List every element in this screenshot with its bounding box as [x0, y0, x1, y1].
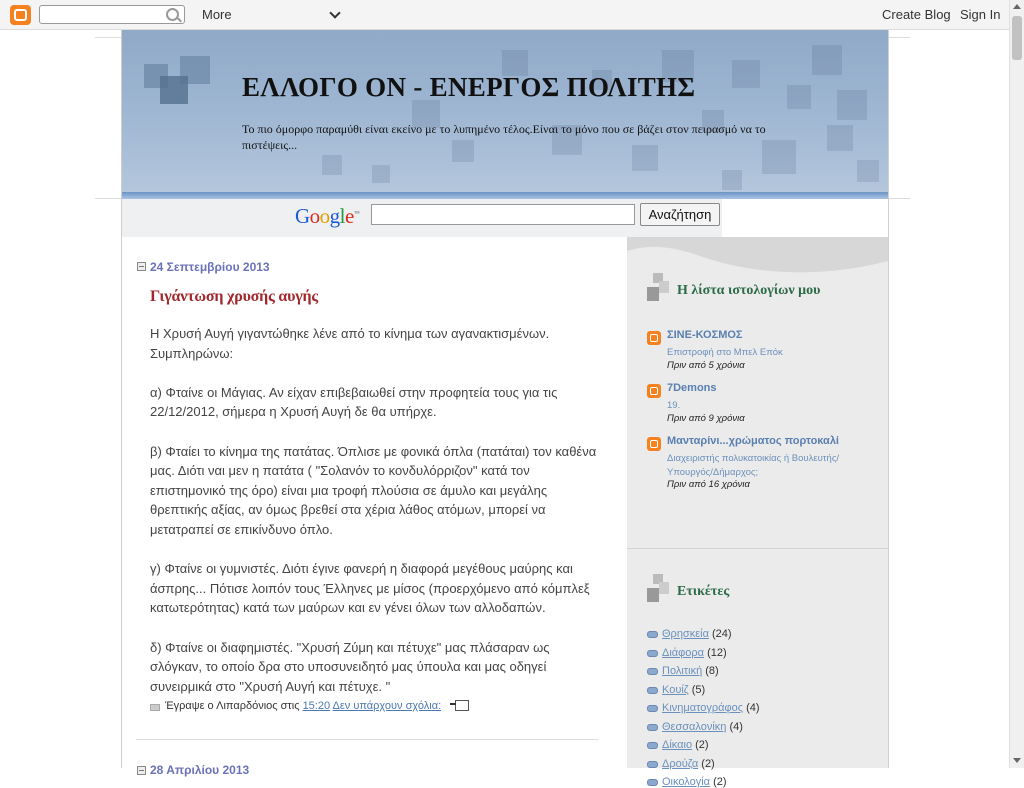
widget-icon: [647, 574, 669, 606]
blogger-icon: [647, 331, 661, 345]
sidebar: [627, 237, 888, 788]
scroll-down-icon[interactable]: [1013, 758, 1021, 763]
label-link[interactable]: Κινηματογράφος: [662, 702, 744, 714]
label-item: [647, 665, 719, 677]
label-item: [647, 702, 760, 714]
blog-post-link[interactable]: 19.: [667, 400, 681, 411]
header-logo-icon: [144, 56, 214, 126]
label-count: (8): [705, 665, 719, 677]
sign-in-link[interactable]: Sign In: [960, 7, 1001, 22]
label-item: [647, 758, 715, 770]
sidebar-wave-decoration: [627, 237, 888, 277]
comments-link[interactable]: Δεν υπάρχουν σχόλια:: [332, 700, 442, 712]
google-logo: Google™: [295, 204, 360, 228]
post-separator: [136, 739, 598, 740]
blog-name-link[interactable]: Μανταρίνι...χρώματος πορτοκαλί: [667, 435, 839, 447]
label-count: (4): [746, 702, 760, 714]
collapse-icon[interactable]: [137, 262, 146, 271]
blog-post-link[interactable]: Διαχειριστής πολυκατοικίας ή Βουλευτής/ Υπουργός/Δήμαρχος;: [667, 453, 840, 478]
label-item: [647, 628, 732, 640]
blogger-logo-icon[interactable]: [10, 5, 31, 25]
post-author: Έγραψε ο Λιπαρδόνιος στις: [165, 700, 300, 712]
blogger-navbar: [0, 0, 1009, 30]
blog-header: [122, 30, 888, 192]
label-link[interactable]: Θεσσαλονίκη: [662, 721, 727, 733]
blogger-icon: [647, 384, 661, 398]
label-link[interactable]: Δρούζα: [662, 758, 699, 770]
search-icon[interactable]: [166, 8, 179, 21]
blog-time: Πριν από 9 χρόνια: [667, 413, 745, 424]
blog-post-link[interactable]: Επιστροφή στο Μπελ Επόκ: [667, 347, 783, 358]
label-link[interactable]: Οικολογία: [662, 776, 711, 788]
google-search-input[interactable]: [371, 204, 635, 225]
label-link[interactable]: Κουίζ: [662, 684, 689, 696]
widget-icon: [647, 273, 669, 305]
post-paragraph: Η Χρυσή Αυγή γιγαντώθηκε λένε από το κίνημα των αγανακτισμένων. Συμπληρώνω:: [150, 326, 550, 361]
label-item: [647, 776, 727, 788]
label-count: (2): [695, 739, 709, 751]
blog-time: Πριν από 5 χρόνια: [667, 360, 745, 371]
collapse-icon[interactable]: [137, 766, 146, 775]
post-time-link[interactable]: 15:20: [302, 700, 331, 712]
post-paragraph: γ) Φταίνε οι γυμνιστές. Διότι έγινε φανερή η διαφορά μεγέθους μαύρης και άσπρης... Πότισε λοιπόν τους Έλληνες με μίσος (προερχόμενο από κόμπλεξ κατωτερότητας) κατά των μαύρων και εν γένει όλων των αλλοδαπών.: [150, 561, 590, 616]
blog-list-item: [647, 329, 877, 374]
scroll-up-icon[interactable]: [1013, 4, 1021, 9]
post-footer: [152, 700, 592, 712]
blog-list-item: [647, 435, 877, 495]
post-body: [150, 324, 600, 716]
post-paragraph: δ) Φταίνε οι διαφημιστές. "Χρυσή Ζύμη και πέτυχε" μας πλάσαραν ως σλόγκαν, το οποίο δρα στο υποσυνειδητό μας ύπουλα και μας οδηγεί συνειρμικά στο "Χρυσή Αυγή και πέτυχε. ": [150, 639, 550, 694]
label-count: (24): [712, 628, 732, 640]
widget-separator: [627, 548, 888, 549]
post-paragraph: α) Φταίνε οι Μάγιας. Αν είχαν επιβεβαιωθεί στην προφητεία τους για τις 22/12/2012, σήμερα η Χρυσή Αυγή δε θα υπήρχε.: [150, 384, 558, 420]
scroll-thumb[interactable]: [1012, 16, 1022, 60]
label-count: (12): [707, 647, 727, 659]
label-count: (4): [729, 721, 743, 733]
bloglist-title: Η λίστα ιστολογίων μου: [677, 283, 821, 298]
blog-description: Το πιο όμορφο παραμύθι είναι εκείνο με το λυπημένο τέλος.Είναι το μόνο που σε βάζει στον πειρασμό να το πιστέψεις...: [242, 122, 766, 152]
label-count: (2): [713, 776, 727, 788]
email-post-icon[interactable]: [455, 700, 469, 711]
label-link[interactable]: Πολιτική: [662, 665, 703, 677]
blog-title[interactable]: ΕΛΛΟΓΟ ΟΝ - ΕΝΕΡΓΟΣ ΠΟΛΙΤΗΣ: [242, 72, 696, 102]
main-column: [122, 237, 627, 777]
label-link[interactable]: Δίκαιο: [662, 739, 693, 751]
blogger-icon: [647, 437, 661, 451]
chevron-down-icon[interactable]: [329, 7, 340, 18]
label-link[interactable]: Διάφορα: [662, 647, 705, 659]
search-button[interactable]: Αναζήτηση: [640, 203, 720, 226]
more-menu[interactable]: More: [202, 7, 232, 22]
label-count: (2): [701, 758, 715, 770]
date-header: 28 Απριλίου 2013: [150, 763, 250, 777]
label-item: [647, 647, 727, 659]
google-search-bar: [122, 199, 722, 237]
post-title[interactable]: Γιγάντωση χρυσής αυγής: [150, 288, 318, 305]
label-item: [647, 721, 743, 733]
blog-list-item: [647, 382, 877, 427]
blog-name-link[interactable]: ΣΙΝΕ-ΚΟΣΜΟΣ: [667, 329, 743, 341]
blog-time: Πριν από 16 χρόνια: [667, 479, 750, 490]
page-scrollbar[interactable]: [1009, 0, 1024, 768]
label-item: [647, 739, 709, 751]
label-link[interactable]: Θρησκεία: [662, 628, 709, 640]
labels-title: Ετικέτες: [677, 584, 730, 599]
header-bar: [122, 192, 888, 199]
label-count: (5): [691, 684, 706, 696]
date-header: 24 Σεπτεμβρίου 2013: [150, 260, 270, 274]
label-item: [647, 684, 705, 696]
create-blog-link[interactable]: Create Blog: [882, 7, 951, 22]
blog-wrapper: [121, 30, 889, 788]
post-paragraph: β) Φταίει το κίνημα της πατάτας. Όπλισε με φονικά όπλα (πατάται) τον καθένα μας. Διότι ναι μεν η πατάτα ( "Σολανόν το κονδυλόρριζον" κατά τον επιστημονικό της όρο) είναι μια τροφή πλούσια σε άμυλο και μεγάλης θρεπτικής αξίας, αν όμως βρεθεί στα χέρια λάθος ατόμων, μπορεί να μετατραπεί σε επικίνδυνο όπλο.: [150, 443, 597, 537]
navbar-search-input[interactable]: [39, 5, 185, 24]
blog-name-link[interactable]: 7Demons: [667, 382, 717, 394]
author-icon: [150, 704, 160, 711]
